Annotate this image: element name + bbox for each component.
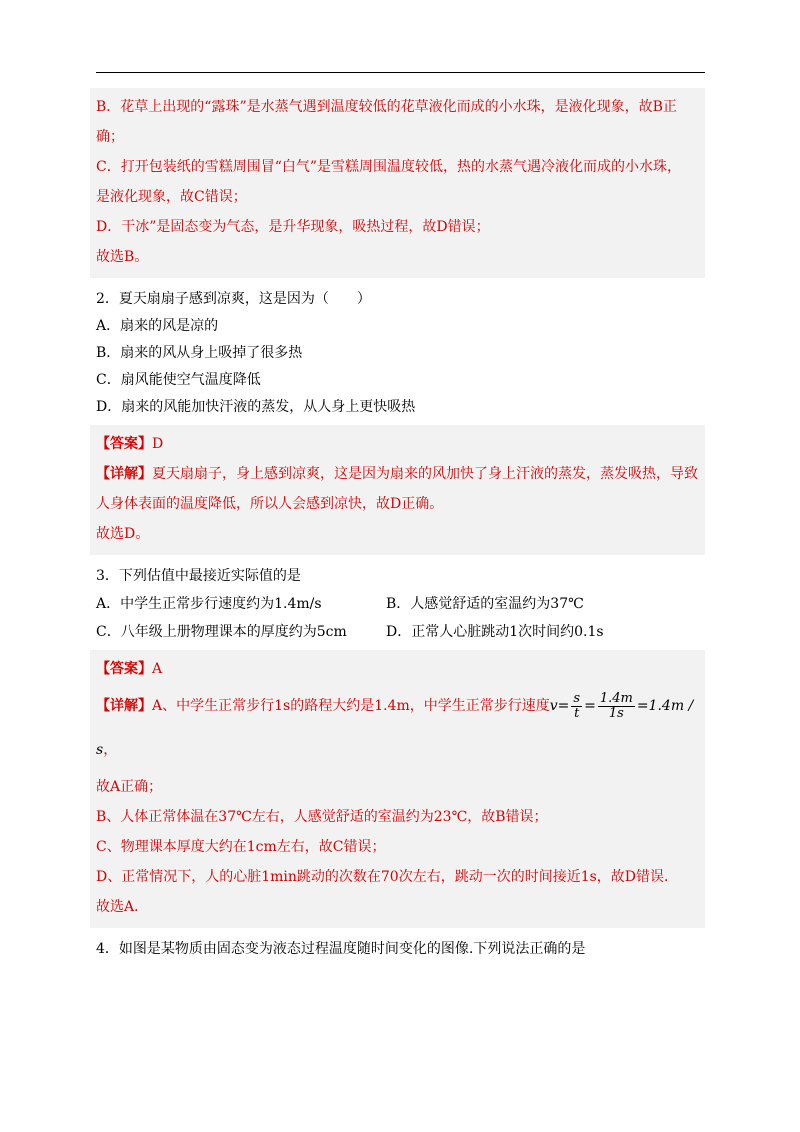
q2-detail-line2: 人身体表面的温度降低，所以人会感到凉快，故D正确。 [96, 496, 444, 512]
q2-option-a: A．扇来的风是凉的 [96, 318, 219, 334]
q3-answer-box: 【答案】A 【详解】A、中学生正常步行1s的路程大约是1.4m，中学生正常步行速度v= $\frac{s}{t}$ = $\frac{1.4m}{1s}$ =1.4m / s， 故A正确； B、人体正常体温在37℃左右，人感觉舒适的室温约为23℃，故B错误； C、物理课本厚度大约在1cm左右，故C错误； D、正常情况下，人的心脏1min跳动的次数在70次左右，跳动一次的时间接近1s，故D错误． 故选A． [90, 650, 705, 928]
q3-option-b: B．人感觉舒适的室温约为37℃ [386, 596, 584, 612]
explain-choose: 故选B。 [96, 249, 149, 265]
q4-stem: 4．如图是某物质由固态变为液态过程温度随时间变化的图像.下列说法正确的是 [96, 941, 586, 957]
q3-stem: 3．下列估值中最接近实际值的是 [96, 568, 301, 584]
q2-answer: D [152, 436, 164, 452]
q3-detail-a: A、中学生正常步行1s的路程大约是1.4m，中学生正常步行速度 [152, 698, 550, 714]
q2-option-c: C．扇风能使空气温度降低 [96, 372, 261, 388]
q3-detail-tag: 【详解】 [96, 698, 152, 714]
header-rule [96, 72, 705, 73]
page-content [90, 88, 705, 963]
q3-option-c: C．八年级上册物理课本的厚度约为5cm [96, 624, 347, 640]
q3-detail-d: D、正常情况下，人的心脏1min跳动的次数在70次左右，跳动一次的时间接近1s，故D错误． [96, 869, 679, 885]
q3-option-a: A．中学生正常步行速度约为1.4m/s [96, 596, 322, 612]
explain-c-line1: C．打开包装纸的雪糕周围冒“白气”是雪糕周围温度较低，热的水蒸气遇冷液化而成的小水珠， [96, 159, 682, 175]
explain-c-line2: 是液化现象，故C错误； [96, 189, 247, 205]
q2-option-b: B．扇来的风从身上吸掉了很多热 [96, 345, 303, 361]
q3-answer-tag: 【答案】 [96, 661, 152, 677]
q3-choose: 故选A． [96, 899, 149, 915]
q2-option-d: D．扇来的风能加快汗液的蒸发，从人身上更快吸热 [96, 399, 416, 415]
q3-detail-c: C、物理课本厚度大约在1cm左右，故C错误； [96, 839, 386, 855]
speed-formula: v= $\frac{s}{t}$ = $\frac{1.4m}{1s}$ =1.4m / s [96, 690, 694, 758]
q2-detail-tag: 【详解】 [96, 466, 152, 482]
q2-stem: 2．夏天扇扇子感到凉爽，这是因为（ ） [96, 291, 371, 307]
q2-detail-line1: 夏天扇扇子，身上感到凉爽，这是因为扇来的风加快了身上汗液的蒸发，蒸发吸热，导致 [152, 466, 698, 482]
prev-explanation-box [90, 88, 705, 278]
q2-answer-tag: 【答案】 [96, 436, 152, 452]
q3-option-d: D．正常人心脏跳动1次时间约0.1s [386, 624, 604, 640]
q2-answer-box [90, 425, 705, 555]
q3-answer: A [152, 661, 163, 677]
q3-detail-a2: 故A正确； [96, 779, 163, 795]
explain-b-line1: B．花草上出现的“露珠”是水蒸气遇到温度较低的花草液化而成的小水珠，是液化现象，故B正 [96, 99, 677, 115]
q2-choose: 故选D。 [96, 526, 150, 542]
explain-b-line2: 确； [96, 129, 124, 145]
explain-d-line: D．干冰”是固态变为气态，是升华现象，吸热过程，故D错误； [96, 219, 490, 235]
q3-detail-b: B、人体正常体温在37℃左右，人感觉舒适的室温约为23℃，故B错误； [96, 809, 548, 825]
